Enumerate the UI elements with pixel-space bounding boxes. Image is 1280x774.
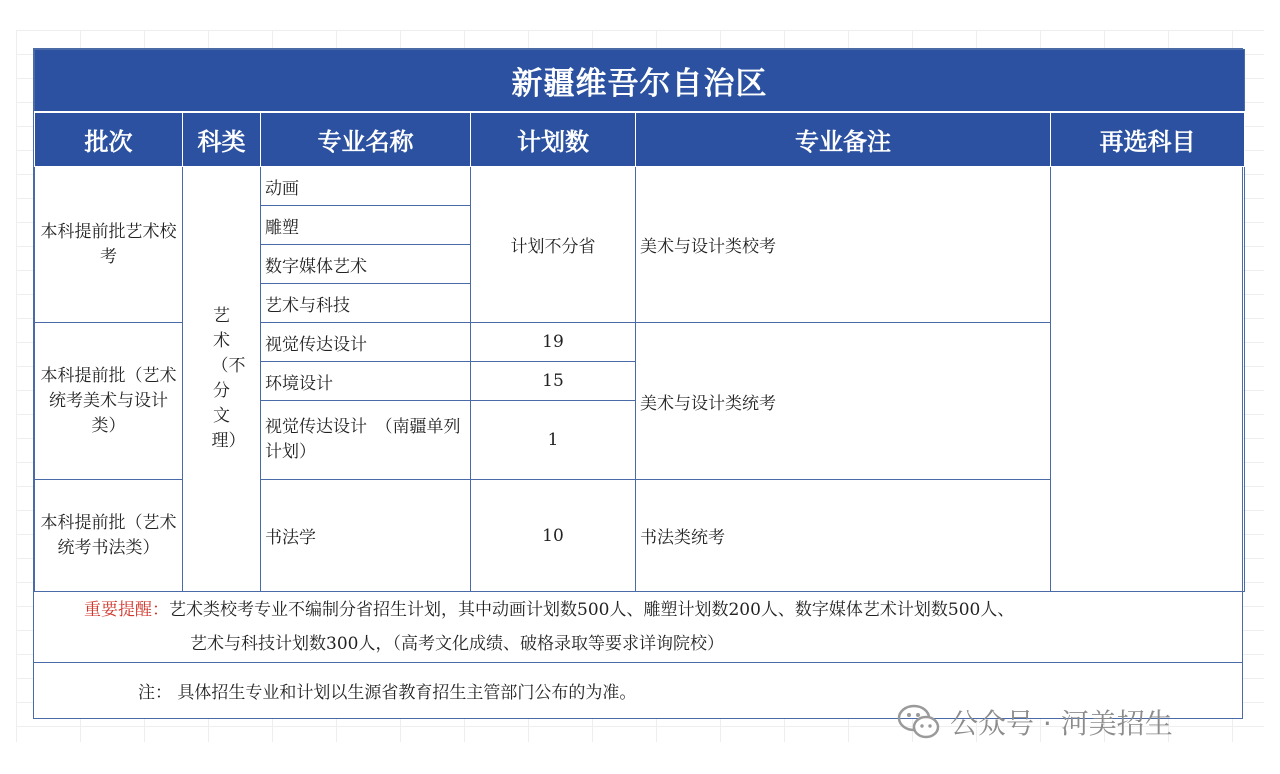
batch-cell: 本科提前批艺术校考 [35,167,183,323]
major-cell: 动画 [261,167,471,206]
header-subjects: 再选科目 [1051,112,1245,167]
remark-cell: 美术与设计类统考 [636,323,1051,480]
footnote: 注： 具体招生专业和计划以生源省教育招生主管部门公布的为准。 [138,682,637,703]
major-cell: 视觉传达设计 [261,323,471,362]
major-cell: 数字媒体艺术 [261,245,471,284]
plan-table [34,49,1245,592]
header-major: 专业名称 [261,112,471,167]
important-line-2: 艺术与科技计划数300人，（高考文化成绩、破格录取等要求详询院校） [190,633,724,654]
major-cell: 环境设计 [261,362,471,401]
watermark [896,700,1173,744]
table-title: 新疆维吾尔自治区 [35,50,1245,112]
plan-cell: 19 [471,323,636,362]
batch-cell: 本科提前批（艺术统考美术与设计类） [35,323,183,480]
major-cell: 雕塑 [261,206,471,245]
major-cell: 艺术与科技 [261,284,471,323]
important-line-1: 艺术类校考专业不编制分省招生计划，其中动画计划数500人、雕塑计划数200人、数字媒体艺术计划数500人、 [169,599,1015,620]
category-text: 艺术（不分文理） [211,306,246,451]
major-cell: 书法学 [261,480,471,592]
plan-cell: 15 [471,362,636,401]
header-category: 科类 [183,112,261,167]
plan-cell: 1 [471,401,636,480]
plan-cell: 计划不分省 [471,167,636,323]
remark-cell: 书法类统考 [636,480,1051,592]
major-cell: 视觉传达设计 （南疆单列计划） [261,401,471,480]
remark-cell: 美术与设计类校考 [636,167,1051,323]
batch-cell: 本科提前批（艺术统考书法类） [35,480,183,592]
header-batch: 批次 [35,112,183,167]
header-plan: 计划数 [471,112,636,167]
category-cell [183,167,261,592]
important-notice [34,592,1242,662]
watermark-text: 公众号 · 河美招生 [950,707,1173,740]
important-label: 重要提醒： [84,599,169,620]
admission-table [33,48,1243,719]
header-remark: 专业备注 [636,112,1051,167]
plan-cell: 10 [471,480,636,592]
subjects-cell [1051,167,1245,592]
wechat-icon [896,702,942,742]
